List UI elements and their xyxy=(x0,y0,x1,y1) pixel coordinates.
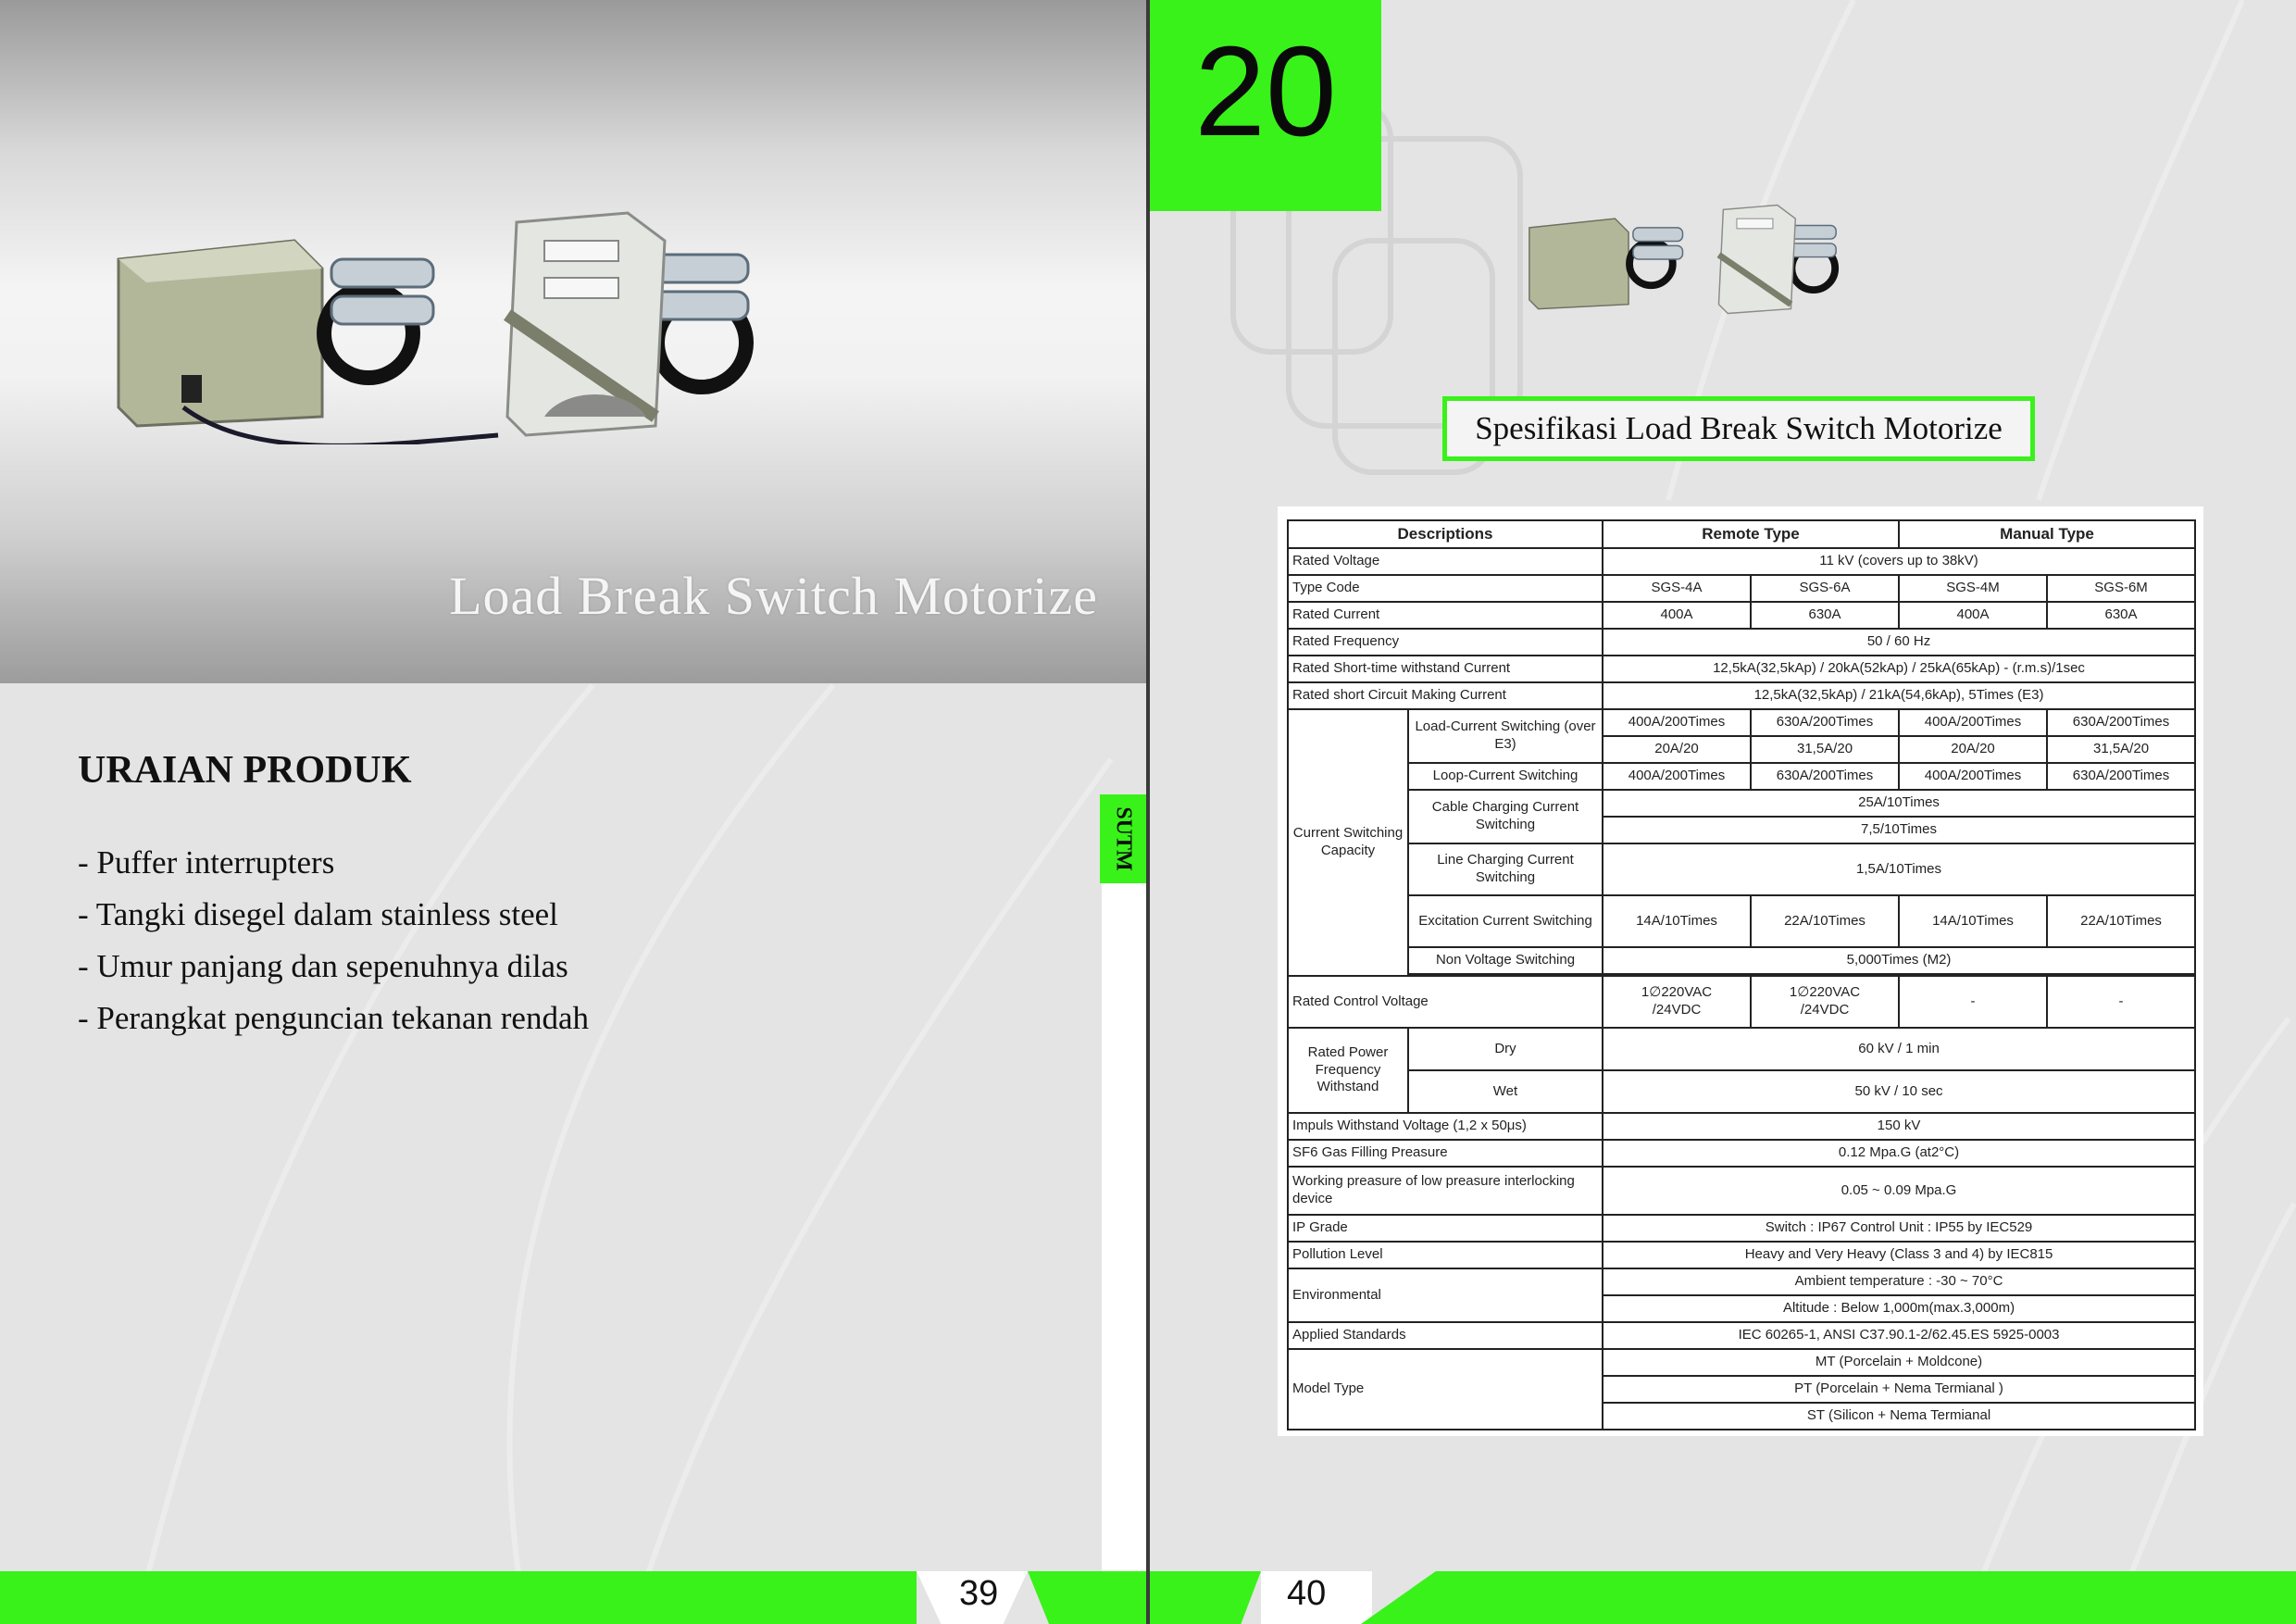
table-cell: - xyxy=(2047,976,2195,1028)
table-header: Remote Type xyxy=(1603,520,1899,548)
table-cell: Rated Power Frequency Withstand xyxy=(1288,1028,1408,1113)
table-header: Descriptions xyxy=(1288,520,1603,548)
table-row xyxy=(1288,1070,2195,1113)
cell-line: 1∅220VAC xyxy=(1641,984,1713,1001)
table-cell: 630A xyxy=(1751,602,1899,629)
footer-bar xyxy=(1361,1571,2296,1624)
table-cell: 14A/10Times xyxy=(1603,895,1751,947)
table-cell: Rated short Circuit Making Current xyxy=(1288,682,1603,709)
table-cell: 0.05 ~ 0.09 Mpa.G xyxy=(1603,1167,2195,1215)
feature-item: - Tangki disegel dalam stainless steel xyxy=(78,896,558,932)
switch-product-image xyxy=(109,204,831,444)
table-row xyxy=(1288,976,2195,1028)
cell-line: /24VDC xyxy=(1800,1002,1850,1018)
section-number-block xyxy=(1150,0,1381,211)
left-page xyxy=(0,0,1146,1624)
footer-bar xyxy=(0,1571,917,1624)
table-cell: SF6 Gas Filling Preasure xyxy=(1288,1140,1603,1167)
table-cell: 22A/10Times xyxy=(2047,895,2195,947)
table-cell: 25A/10Times xyxy=(1603,790,2195,817)
table-row xyxy=(1288,763,2195,790)
table-cell: Dry xyxy=(1408,1028,1603,1070)
table-row xyxy=(1288,656,2195,682)
table-cell: Pollution Level xyxy=(1288,1242,1603,1268)
feature-item: - Puffer interrupters xyxy=(78,844,335,881)
page-number: 40 xyxy=(1287,1574,1327,1613)
feature-item: - Perangkat penguncian tekanan rendah xyxy=(78,1000,589,1036)
table-row xyxy=(1288,682,2195,709)
table-cell: 5,000Times (M2) xyxy=(1603,947,2195,974)
table-row xyxy=(1288,1113,2195,1140)
section-heading: URAIAN PRODUK xyxy=(78,749,412,792)
table-cell: Line Charging Current Switching xyxy=(1408,843,1603,895)
table-row xyxy=(1288,575,2195,602)
table-cell: 630A xyxy=(2047,602,2195,629)
table-cell: 630A/200Times xyxy=(2047,763,2195,790)
table-cell: Altitude : Below 1,000m(max.3,000m) xyxy=(1603,1295,2195,1322)
table-cell: Applied Standards xyxy=(1288,1322,1603,1349)
table-row xyxy=(1288,709,2195,736)
table-cell: SGS-4M xyxy=(1899,575,2047,602)
table-row xyxy=(1288,947,2195,974)
table-cell xyxy=(1603,976,1751,1028)
table-row xyxy=(1288,1167,2195,1215)
table-cell: 400A xyxy=(1603,602,1751,629)
side-strip xyxy=(1102,796,1146,1574)
table-row xyxy=(1288,790,2195,817)
table-cell: 31,5A/20 xyxy=(1751,736,1899,763)
right-page xyxy=(1150,0,2296,1624)
table-cell: Cable Charging Current Switching xyxy=(1408,790,1603,843)
sutm-tab xyxy=(1100,794,1146,883)
table-row xyxy=(1288,1028,2195,1070)
table-cell: SGS-4A xyxy=(1603,575,1751,602)
table-cell: MT (Porcelain + Moldcone) xyxy=(1603,1349,2195,1376)
section-number: 20 xyxy=(1194,20,1337,163)
table-cell: Environmental xyxy=(1288,1268,1603,1322)
table-cell: 1,5A/10Times xyxy=(1603,843,2195,895)
switch-product-thumbnail xyxy=(1525,190,1877,329)
table-row xyxy=(1288,1242,2195,1268)
table-cell: PT (Porcelain + Nema Termianal ) xyxy=(1603,1376,2195,1403)
table-cell: 400A/200Times xyxy=(1899,763,2047,790)
table-cell: 150 kV xyxy=(1603,1113,2195,1140)
table-cell: Rated Voltage xyxy=(1288,548,1603,575)
footer-bar xyxy=(1150,1571,1261,1624)
table-cell: Switch : IP67 Control Unit : IP55 by IEC529 xyxy=(1603,1215,2195,1242)
table-cell: IP Grade xyxy=(1288,1215,1603,1242)
table-row xyxy=(1288,843,2195,895)
table-cell: 22A/10Times xyxy=(1751,895,1899,947)
table-row xyxy=(1288,895,2195,947)
page-number: 39 xyxy=(959,1574,999,1613)
table-cell: Model Type xyxy=(1288,1349,1603,1430)
spec-table-panel xyxy=(1278,506,2203,1436)
table-cell: 31,5A/20 xyxy=(2047,736,2195,763)
footer-bar xyxy=(1028,1571,1146,1624)
table-cell: 11 kV (covers up to 38kV) xyxy=(1603,548,2195,575)
table-header: Manual Type xyxy=(1899,520,2195,548)
table-cell: 20A/20 xyxy=(1899,736,2047,763)
table-cell: 60 kV / 1 min xyxy=(1603,1028,2195,1070)
feature-item: - Umur panjang dan sepenuhnya dilas xyxy=(78,948,568,984)
table-cell: Heavy and Very Heavy (Class 3 and 4) by IEC815 xyxy=(1603,1242,2195,1268)
table-cell: SGS-6M xyxy=(2047,575,2195,602)
cell-line: /24VDC xyxy=(1652,1002,1702,1018)
table-row xyxy=(1288,1268,2195,1295)
table-cell: Rated Frequency xyxy=(1288,629,1603,656)
spec-table xyxy=(1287,519,2196,1430)
hero-title: Load Break Switch Motorize xyxy=(449,566,1098,626)
table-cell: 630A/200Times xyxy=(1751,763,1899,790)
table-row xyxy=(1288,1140,2195,1167)
table-cell: 50 / 60 Hz xyxy=(1603,629,2195,656)
table-cell: Rated Control Voltage xyxy=(1288,976,1603,1028)
hero-banner xyxy=(0,0,1146,683)
table-cell: Type Code xyxy=(1288,575,1603,602)
table-cell: Load-Current Switching (over E3) xyxy=(1408,709,1603,763)
table-cell: SGS-6A xyxy=(1751,575,1899,602)
table-cell: 50 kV / 10 sec xyxy=(1603,1070,2195,1113)
table-cell: Rated Current xyxy=(1288,602,1603,629)
table-row xyxy=(1288,1322,2195,1349)
table-cell: Working preasure of low preasure interlocking device xyxy=(1288,1167,1603,1215)
table-cell: Wet xyxy=(1408,1070,1603,1113)
table-cell: Non Voltage Switching xyxy=(1408,947,1603,974)
table-cell: Loop-Current Switching xyxy=(1408,763,1603,790)
table-cell: 400A xyxy=(1899,602,2047,629)
table-cell: 630A/200Times xyxy=(2047,709,2195,736)
table-row xyxy=(1288,602,2195,629)
spec-title-box xyxy=(1442,396,2035,461)
table-cell: Current Switching Capacity xyxy=(1288,709,1408,976)
spec-title: Spesifikasi Load Break Switch Motorize xyxy=(1475,410,2003,446)
table-cell: 400A/200Times xyxy=(1899,709,2047,736)
table-cell: 12,5kA(32,5kAp) / 21kA(54,6kAp), 5Times (E3) xyxy=(1603,682,2195,709)
table-cell: Rated Short-time withstand Current xyxy=(1288,656,1603,682)
table-cell: 7,5/10Times xyxy=(1603,817,2195,843)
table-cell: IEC 60265-1, ANSI C37.90.1-2/62.45.ES 5925-0003 xyxy=(1603,1322,2195,1349)
cell-line: 1∅220VAC xyxy=(1789,984,1861,1001)
table-cell: 630A/200Times xyxy=(1751,709,1899,736)
table-row xyxy=(1288,1349,2195,1376)
table-cell: Ambient temperature : -30 ~ 70°C xyxy=(1603,1268,2195,1295)
table-cell: 12,5kA(32,5kAp) / 20kA(52kAp) / 25kA(65kAp) - (r.m.s)/1sec xyxy=(1603,656,2195,682)
table-cell: 20A/20 xyxy=(1603,736,1751,763)
table-row xyxy=(1288,548,2195,575)
sutm-tab-label: SUTM xyxy=(1111,806,1136,871)
table-header-row xyxy=(1288,520,2195,548)
table-cell: Impuls Withstand Voltage (1,2 x 50μs) xyxy=(1288,1113,1603,1140)
table-row xyxy=(1288,1215,2195,1242)
table-cell: 14A/10Times xyxy=(1899,895,2047,947)
feature-list xyxy=(78,837,589,1044)
table-row xyxy=(1288,629,2195,656)
table-cell: 400A/200Times xyxy=(1603,709,1751,736)
table-cell: ST (Silicon + Nema Termianal xyxy=(1603,1403,2195,1430)
table-cell: 400A/200Times xyxy=(1603,763,1751,790)
table-cell: Excitation Current Switching xyxy=(1408,895,1603,947)
table-cell xyxy=(1751,976,1899,1028)
table-cell: 0.12 Mpa.G (at2°C) xyxy=(1603,1140,2195,1167)
table-cell: - xyxy=(1899,976,2047,1028)
